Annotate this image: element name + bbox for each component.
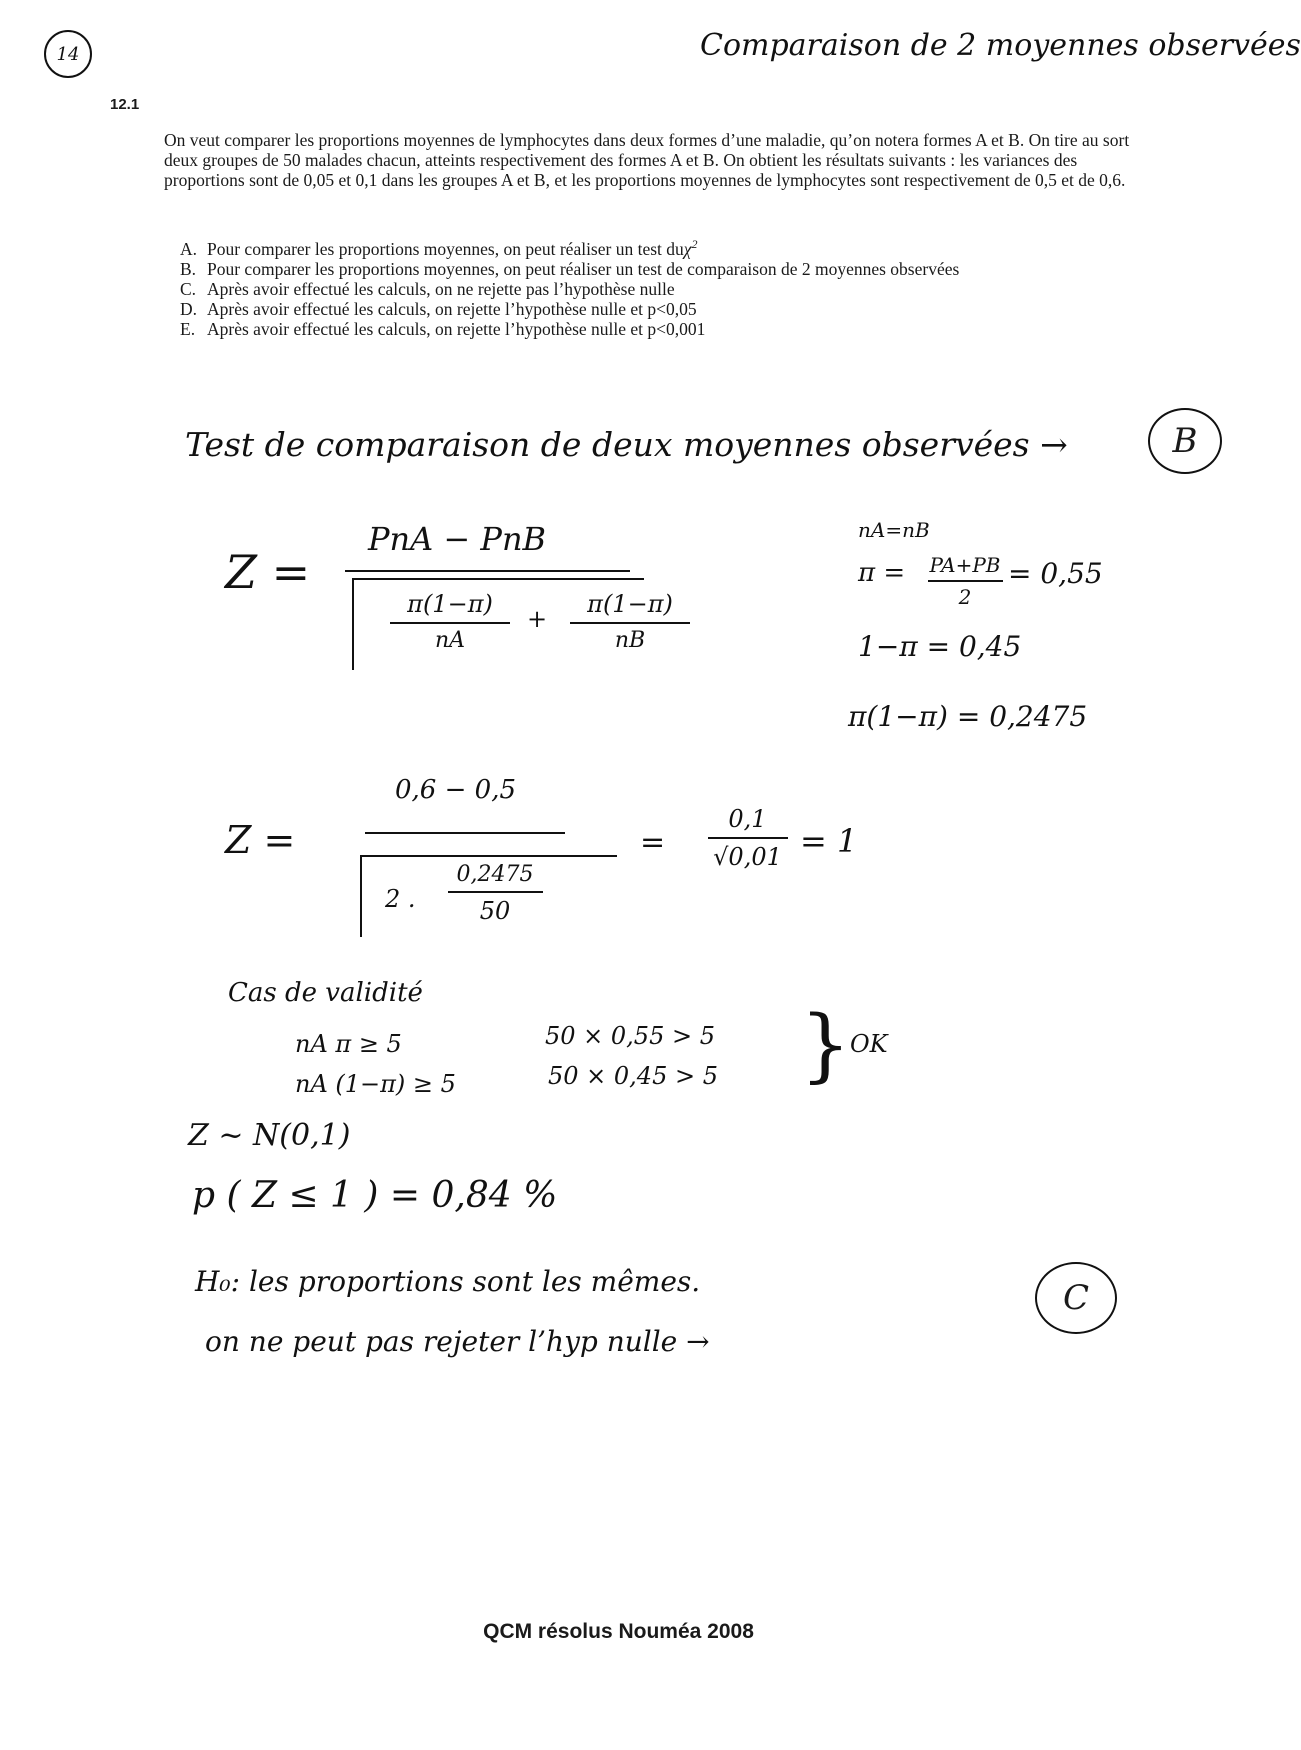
calc-mid-numerator: 0,1 bbox=[728, 805, 767, 833]
calc-root-bar bbox=[448, 891, 543, 893]
distribution: Z ~ N(0,1) bbox=[188, 1118, 351, 1153]
note-pi-fraction bbox=[925, 553, 1005, 609]
validity-calc2: 50 × 0,45 > 5 bbox=[548, 1062, 718, 1090]
note-n-equal: nA=nB bbox=[858, 518, 930, 542]
calc-result: = 1 bbox=[800, 822, 858, 860]
validity-ok: OK bbox=[850, 1030, 888, 1058]
option-letter: D. bbox=[180, 298, 198, 319]
validity-title: Cas de validité bbox=[228, 978, 423, 1008]
null-hypothesis: H₀: les proportions sont les mêmes. bbox=[195, 1265, 701, 1298]
formula-numerator: PnA − PnB bbox=[368, 520, 547, 558]
question-stem: On veut comparer les proportions moyennes de lymphocytes dans deux formes d’une maladie, qu’on notera formes A et B. On tire au sort deux groupes de 50 malades chacun, atteints respectivement des formes A et B. On obtient les résultats suivants : les variances des proportions sont de 0,05 et 0,1 dans les groupes A et B, et les proportions moyennes de lymphocytes sont respectivement de 0,5 et de 0,6. bbox=[164, 130, 1130, 190]
topic-title: Comparaison de 2 moyennes observées bbox=[700, 28, 1301, 63]
option-text: Après avoir effectué les calculs, on rejette l’hypothèse nulle et p<0,001 bbox=[207, 318, 706, 339]
note-pi-numerator: PA+PB bbox=[929, 553, 1001, 577]
option-text: Pour comparer les proportions moyennes, on peut réaliser un test du bbox=[207, 238, 684, 259]
formula-fraction-bar bbox=[345, 570, 630, 572]
calc-root-denominator: 50 bbox=[479, 897, 511, 925]
calc-root-fraction bbox=[440, 862, 550, 925]
note-pi-product: π(1−π) = 0,2475 bbox=[848, 700, 1088, 733]
validity-calc1: 50 × 0,55 > 5 bbox=[545, 1022, 715, 1050]
calc-mid-denominator: √0,01 bbox=[713, 843, 782, 871]
option-letter: B. bbox=[180, 258, 197, 279]
calc-fraction-bar bbox=[365, 832, 565, 834]
formula-plus: + bbox=[527, 605, 548, 633]
page-number: 14 bbox=[56, 43, 80, 65]
note-one-minus-pi: 1−π = 0,45 bbox=[858, 630, 1022, 663]
note-pi-lhs: π = bbox=[858, 558, 906, 588]
note-pi-value: = 0,55 bbox=[1008, 557, 1103, 590]
term2-denominator: nB bbox=[614, 628, 646, 653]
validity-cond1: nA π ≥ 5 bbox=[295, 1030, 402, 1058]
term1-denominator: nA bbox=[434, 628, 466, 653]
calc-numerator: 0,6 − 0,5 bbox=[395, 775, 517, 805]
validity-brace: } bbox=[800, 998, 851, 1091]
calc-root-numerator: 0,2475 bbox=[456, 862, 534, 887]
term1-numerator: π(1−π) bbox=[407, 590, 493, 618]
option-c bbox=[180, 279, 959, 299]
calc-lhs: Z = bbox=[225, 818, 296, 862]
option-letter: A. bbox=[180, 238, 198, 259]
formula-lhs: Z = bbox=[225, 545, 311, 599]
option-d bbox=[180, 299, 959, 319]
term2-bar bbox=[570, 622, 690, 624]
answer-circle-b bbox=[1148, 408, 1222, 474]
calc-mid-bar bbox=[708, 837, 788, 839]
conclusion: on ne peut pas rejeter l’hyp nulle → bbox=[205, 1325, 710, 1358]
option-text: Pour comparer les proportions moyennes, on peut réaliser un test de comparaison de 2 moyennes observées bbox=[207, 258, 960, 279]
chi-symbol: $\chi^2$ bbox=[683, 237, 698, 259]
calc-equals: = bbox=[640, 825, 666, 860]
term1-bar bbox=[390, 622, 510, 624]
probability: p ( Z ≤ 1 ) = 0,84 % bbox=[192, 1175, 558, 1216]
option-text: Après avoir effectué les calculs, on rejette l’hypothèse nulle et p<0,05 bbox=[207, 298, 697, 319]
option-text: Après avoir effectué les calculs, on ne rejette pas l’hypothèse nulle bbox=[207, 278, 675, 299]
answer-letter: C bbox=[1062, 1278, 1089, 1318]
note-pi-denominator: 2 bbox=[958, 585, 972, 609]
page-number-badge bbox=[44, 30, 92, 78]
formula-term2 bbox=[565, 590, 695, 653]
handwritten-test-choice: Test de comparaison de deux moyennes observées → bbox=[185, 425, 1068, 464]
option-letter: E. bbox=[180, 318, 196, 339]
validity-cond2: nA (1−π) ≥ 5 bbox=[295, 1070, 456, 1098]
question-number: 12.1 bbox=[110, 96, 140, 113]
calc-root-prefix: 2 . bbox=[385, 885, 416, 913]
answer-letter: B bbox=[1172, 421, 1198, 461]
formula-term1 bbox=[385, 590, 515, 653]
answer-options bbox=[180, 234, 959, 339]
option-b bbox=[180, 259, 959, 279]
note-pi-bar bbox=[928, 580, 1003, 582]
term2-numerator: π(1−π) bbox=[587, 590, 673, 618]
option-letter: C. bbox=[180, 278, 197, 299]
answer-circle-c bbox=[1035, 1262, 1117, 1334]
footer-title: QCM résolus Nouméa 2008 bbox=[483, 1620, 754, 1643]
calc-mid-fraction bbox=[700, 805, 795, 871]
option-a bbox=[180, 234, 959, 259]
option-e bbox=[180, 319, 959, 339]
